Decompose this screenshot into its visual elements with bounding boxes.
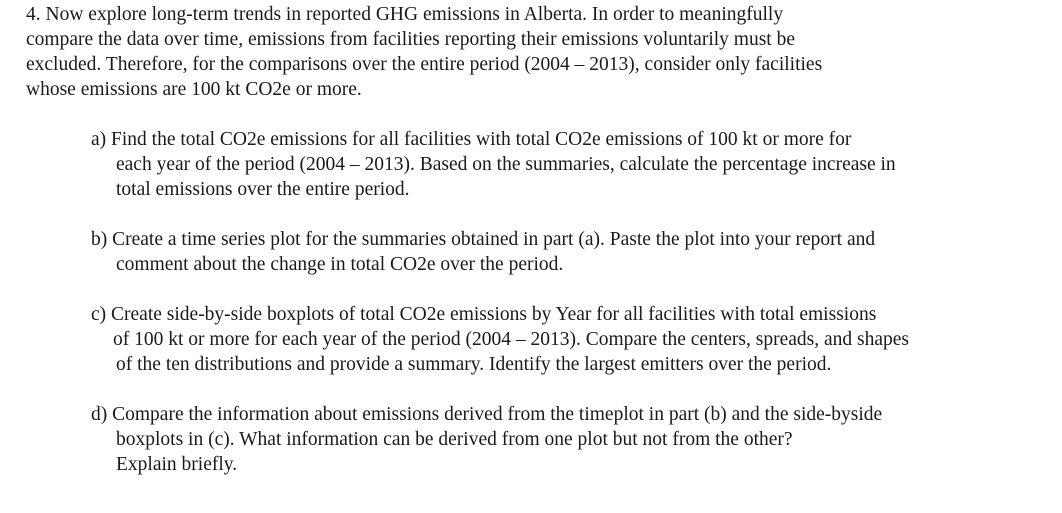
part-c-line: of the ten distributions and provide a summary. Identify the largest emitters over the period. <box>116 354 832 375</box>
intro-line: compare the data over time, emissions from facilities reporting their emissions voluntarily must be <box>26 29 795 50</box>
part-a-line: each year of the period (2004 – 2013). Based on the summaries, calculate the percentage increase in <box>116 154 896 175</box>
part-d-line: boxplots in (c). What information can be derived from one plot but not from the other? <box>116 429 793 450</box>
question-part-b <box>91 227 1051 277</box>
part-b-line: b) Create a time series plot for the summaries obtained in part (a). Paste the plot into your report and <box>91 229 876 250</box>
part-b-line: comment about the change in total CO2e over the period. <box>116 254 564 275</box>
part-a-line: a) Find the total CO2e emissions for all facilities with total CO2e emissions of 100 kt or more for <box>91 129 852 150</box>
part-c-line: c) Create side-by-side boxplots of total CO2e emissions by Year for all facilities with total emissions <box>91 304 877 325</box>
intro-line: whose emissions are 100 kt CO2e or more. <box>26 79 362 100</box>
intro-line: excluded. Therefore, for the comparisons over the entire period (2004 – 2013), consider only facilities <box>26 54 823 75</box>
part-d-line: d) Compare the information about emissions derived from the timeplot in part (b) and the side-byside <box>91 404 883 425</box>
part-c-line: of 100 kt or more for each year of the period (2004 – 2013). Compare the centers, spreads, and shapes <box>113 329 909 350</box>
part-d-line: Explain briefly. <box>116 454 238 475</box>
question-part-c <box>91 302 1051 377</box>
part-a-line: total emissions over the entire period. <box>116 179 410 200</box>
question-part-d <box>91 402 1051 477</box>
intro-line: 4. Now explore long-term trends in reported GHG emissions in Alberta. In order to meaningfully <box>26 4 784 25</box>
question-intro <box>26 2 1036 102</box>
question-part-a <box>91 127 1051 202</box>
